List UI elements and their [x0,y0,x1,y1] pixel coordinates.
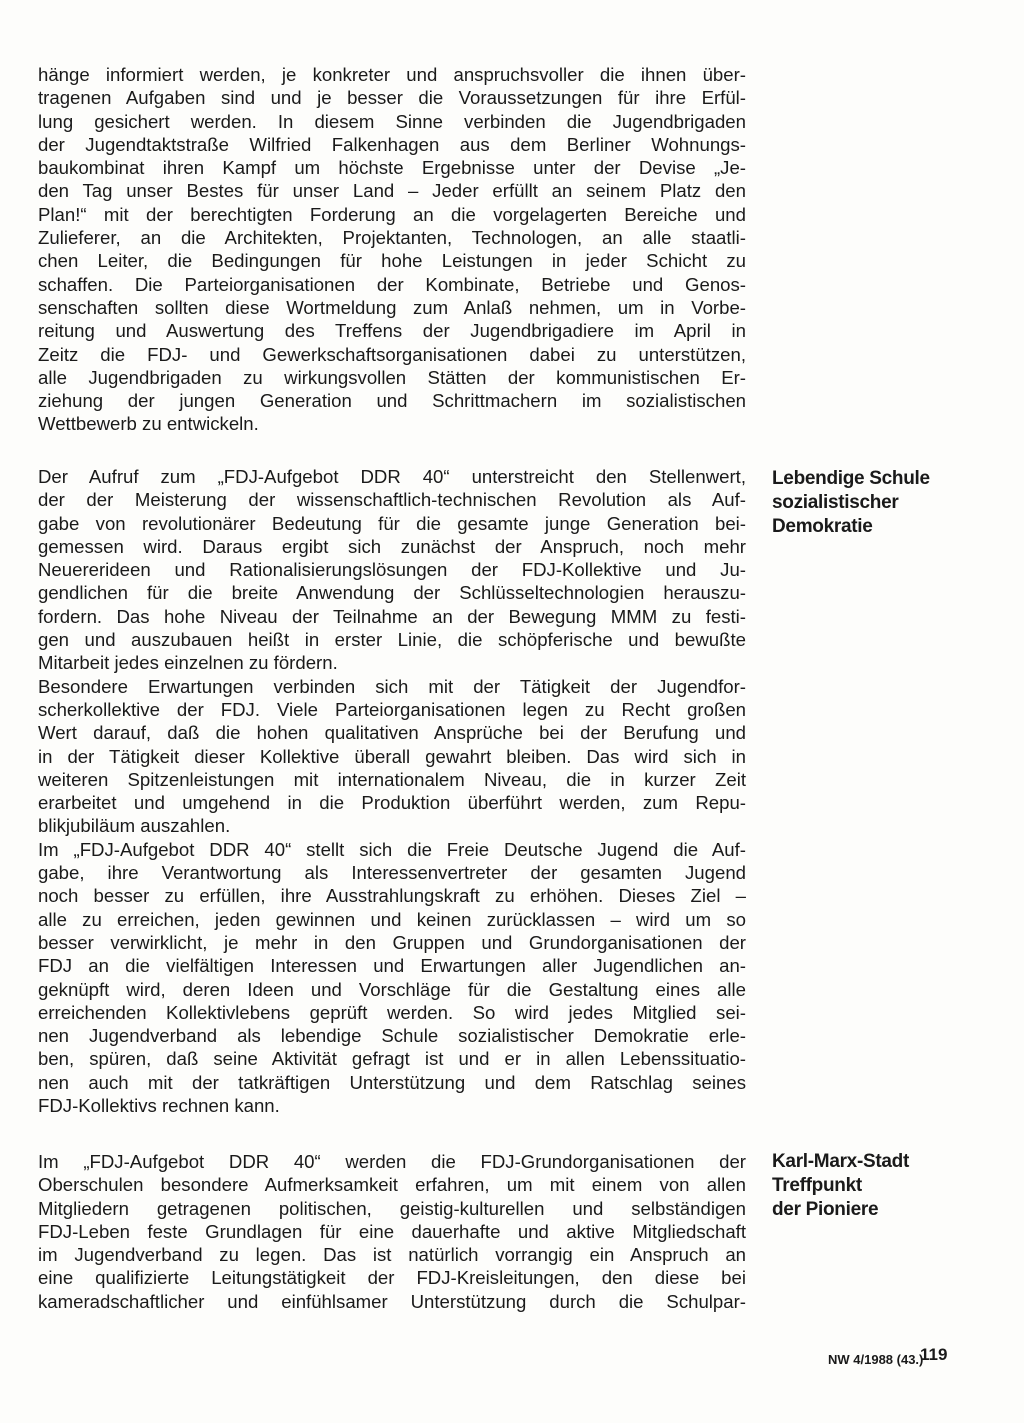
text-block-3 [38,1150,746,1313]
side-heading-line: Karl-Marx-Stadt [772,1151,909,1172]
text-line: FDJ an die vielfältigen Interessen und Erwartungen aller Jugendlichen an- [38,955,746,977]
text-line: Zulieferer, an die Architekten, Projektanten, Technologen, an alle staatli- [38,227,746,249]
text-line: eine qualifizierte Leitungstätigkeit der FDJ-Kreisleitungen, den diese bei [38,1267,746,1289]
text-line: der Jugendtaktstraße Wilfried Falkenhagen aus dem Berliner Wohnungs- [38,133,746,155]
text-line: gendlichen für die breite Anwendung der Schlüsseltechnologien herauszu- [38,582,746,604]
text-line: chen Leiter, die Bedingungen für hohe Leistungen in jeder Schicht zu [38,250,746,272]
text-block-1 [38,63,746,436]
text-line: besser verwirklicht, je mehr in den Gruppen und Grundorganisationen der [38,931,746,953]
text-line: nen Jugendverband als lebendige Schule sozialistischer Demokratie erle- [38,1025,746,1047]
text-line: geknüpft wird, deren Ideen und Vorschläge für die Gestaltung eines alle [38,978,746,1000]
side-heading-line: Demokratie [772,516,873,537]
side-heading-line: sozialistischer [772,492,899,513]
text-line: gemessen wird. Daraus ergibt sich zunächst der Anspruch, noch mehr [38,535,746,557]
text-line: FDJ-Kollektivs rechnen kann. [38,1095,280,1117]
text-block-2 [38,465,746,1117]
text-line: scherkollektive der FDJ. Viele Parteiorganisationen legen zu Recht großen [38,698,746,720]
text-line: Besondere Erwartungen verbinden sich mit der Tätigkeit der Jugendfor- [38,675,746,697]
page-number: 119 [920,1345,948,1364]
text-line: Im „FDJ-Aufgebot DDR 40“ stellt sich die Freie Deutsche Jugend die Auf- [38,838,746,860]
side-heading-lebendige-schule [772,467,992,539]
side-heading-line: Lebendige Schule [772,468,930,489]
footer-source: NW 4/1988 (43.) [828,1352,924,1367]
text-line: den Tag unser Bestes für unser Land – Jeder erfüllt an seinem Platz den [38,180,746,202]
text-line: FDJ-Leben feste Grundlagen für eine dauerhafte und aktive Mitgliedschaft [38,1220,746,1242]
text-line: nen auch mit der tatkräftigen Unterstützung und dem Ratschlag seines [38,1071,746,1093]
side-heading-line: Treffpunkt [772,1175,862,1196]
text-line: noch besser zu erfüllen, ihre Ausstrahlungskraft zu erhöhen. Dieses Ziel – [38,885,746,907]
text-line: gen und auszubauen heißt in erster Linie, die schöpferische und bewußte [38,629,746,651]
text-line: ziehung der jungen Generation und Schrittmachern im sozialistischen [38,390,746,412]
text-line: senschaften sollten diese Wortmeldung zum Anlaß nehmen, um in Vorbe- [38,296,746,318]
text-line: Neuererideen und Rationalisierungslösungen der FDJ-Kollektive und Ju- [38,559,746,581]
text-line: Der Aufruf zum „FDJ-Aufgebot DDR 40“ unterstreicht den Stellenwert, [38,466,746,487]
text-line: tragenen Aufgaben sind und je besser die Voraussetzungen für ihre Erfül- [38,87,746,109]
text-line: kameradschaftlicher und einfühlsamer Unterstützung durch die Schulpar- [38,1290,746,1312]
text-line: weiteren Spitzenleistungen mit internationalem Niveau, die in kurzer Zeit [38,768,746,790]
text-line: Wettbewerb zu entwickeln. [38,413,259,435]
text-line: ben, spüren, daß seine Aktivität gefragt ist und er in allen Lebenssituatio- [38,1048,746,1070]
text-line: fordern. Das hohe Niveau der Teilnahme an der Bewegung MMM zu festi- [38,605,746,627]
side-heading-line: der Pioniere [772,1199,879,1220]
text-line: erreichenden Kollektivlebens geprüft werden. So wird jedes Mitglied sei- [38,1001,746,1023]
text-line: in der Tätigkeit dieser Kollektive überall gewahrt bleiben. Das wird sich in [38,745,746,767]
text-line: baukombinat ihren Kampf um höchste Ergebnisse unter der Devise „Je- [38,157,746,179]
text-line: lung gesichert werden. In diesem Sinne verbinden die Jugendbrigaden [38,110,746,132]
text-line: Zeitz die FDJ- und Gewerkschaftsorganisationen dabei zu unterstützen, [38,343,746,365]
text-line: reitung und Auswertung des Treffens der Jugendbrigadiere im April in [38,320,746,342]
text-line: Mitarbeit jedes einzelnen zu fördern. [38,652,338,674]
text-line: erarbeitet und umgehend in die Produktion überführt werden, zum Repu- [38,792,746,814]
text-line: gabe, ihre Verantwortung als Interessenvertreter der gesamten Jugend [38,862,746,884]
side-heading-karl-marx-stadt [772,1150,992,1222]
text-line: gabe von revolutionärer Bedeutung für die gesamte junge Generation bei- [38,512,746,534]
text-line: hänge informiert werden, je konkreter und anspruchsvoller die ihnen über- [38,64,746,85]
text-line: der der Meisterung der wissenschaftlich-technischen Revolution als Auf- [38,489,746,511]
text-line: alle zu erreichen, jeden gewinnen und keinen zurücklassen – wird um so [38,908,746,930]
text-line: Plan!“ mit der berechtigten Forderung an die vorgelagerten Bereiche und [38,203,746,225]
text-line: alle Jugendbrigaden zu wirkungsvollen Stätten der kommunistischen Er- [38,366,746,388]
text-line: Mitgliedern getragenen politischen, geistig-kulturellen und selbständigen [38,1197,746,1219]
text-line: Wert darauf, daß die hohen qualitativen Ansprüche bei der Berufung und [38,722,746,744]
text-line: blikjubiläum auszahlen. [38,815,231,837]
text-line: schaffen. Die Parteiorganisationen der Kombinate, Betriebe und Genos- [38,273,746,295]
text-line: im Jugendverband zu legen. Das ist natürlich vorrangig ein Anspruch an [38,1244,746,1266]
text-line: Im „FDJ-Aufgebot DDR 40“ werden die FDJ-Grundorganisationen der [38,1151,746,1172]
text-line: Oberschulen besondere Aufmerksamkeit erfahren, um mit einem von allen [38,1174,746,1196]
